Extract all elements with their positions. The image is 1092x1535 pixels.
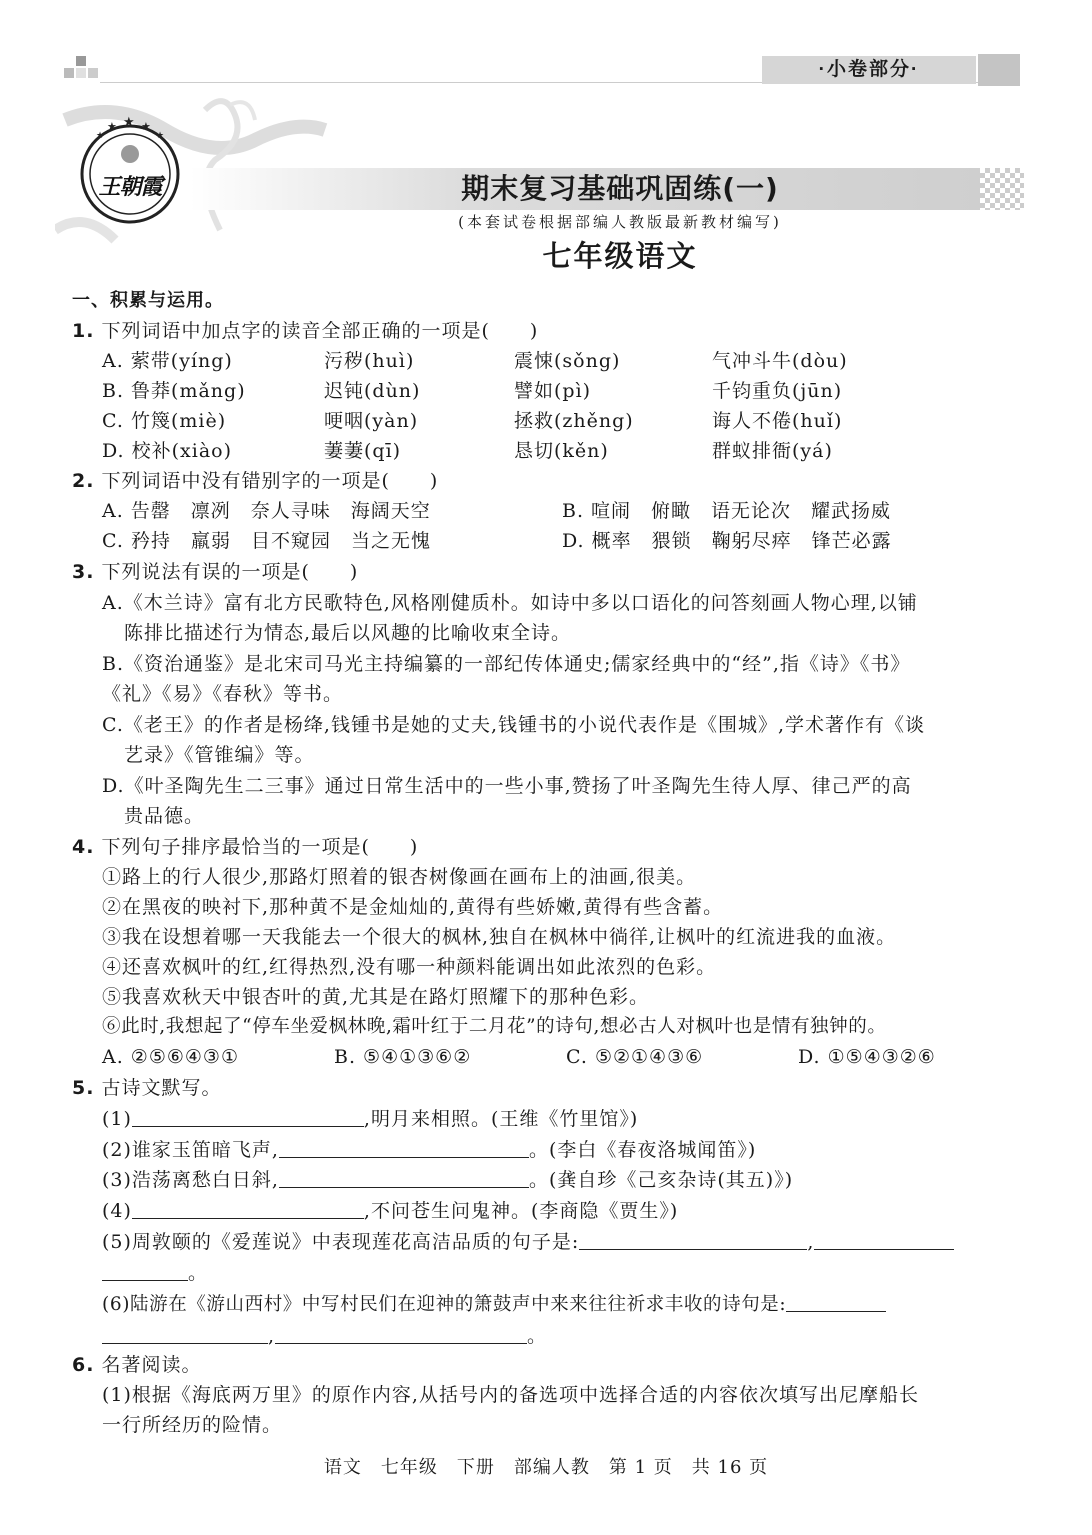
answer-blank[interactable] bbox=[132, 1108, 364, 1127]
page-footer: 语文 七年级 下册 部编人教 第 1 页 共 16 页 bbox=[323, 1457, 769, 1478]
q1-option-c: C. 竹篾(miè) bbox=[102, 410, 227, 432]
svg-text:★: ★ bbox=[123, 116, 135, 130]
header-tag-end bbox=[978, 54, 1020, 86]
q6-line: 一行所经历的险情。 bbox=[102, 1414, 283, 1436]
q1-option-a-3: 震悚(sǒng) bbox=[514, 350, 621, 372]
section-heading: 一、积累与运用。 bbox=[72, 290, 224, 311]
question-number: 2. bbox=[72, 470, 95, 492]
item-suffix: 。 bbox=[188, 1262, 209, 1284]
answer-blank[interactable] bbox=[132, 1200, 364, 1219]
q2-option-c: C. 矜持 羸弱 目不窥园 当之无愧 bbox=[102, 530, 431, 552]
question-number: 3. bbox=[72, 561, 95, 583]
q5-item-4 bbox=[102, 1198, 678, 1224]
item-prefix: (4) bbox=[102, 1200, 132, 1222]
q1-option-a-2: 污秽(huì) bbox=[324, 350, 415, 372]
q1-option-c-4: 诲人不倦(huǐ) bbox=[712, 410, 843, 432]
q3-line: 贵品德。 bbox=[124, 805, 205, 827]
q4-sentence: ②在黑夜的映衬下,那种黄不是金灿灿的,黄得有些娇嫩,黄得有些含蓄。 bbox=[102, 896, 724, 918]
q1-option-b-3: 譬如(pì) bbox=[514, 380, 592, 402]
item-prefix: (3)浩荡离愁白日斜, bbox=[102, 1169, 279, 1191]
q3-stem bbox=[72, 559, 358, 585]
q4-sentence: ③我在设想着哪一天我能去一个很大的枫林,独自在枫林中徜徉,让枫叶的红流进我的血液。 bbox=[102, 926, 897, 948]
question-number: 6. bbox=[72, 1354, 95, 1376]
q6-stem bbox=[72, 1352, 202, 1378]
q3-line: 《礼》《易》《春秋》等书。 bbox=[102, 683, 344, 705]
q1-option-b: B. 鲁莽(mǎng) bbox=[102, 380, 246, 402]
subject-title: 七年级语文 bbox=[542, 239, 698, 273]
title-band-checker bbox=[980, 168, 1024, 210]
q5-item-1 bbox=[102, 1106, 638, 1132]
q1-option-b-4: 千钧重负(jūn) bbox=[712, 380, 843, 402]
q3-line: A.《木兰诗》富有北方民歌特色,风格刚健质朴。如诗中多以口语化的问答刻画人物心理,以铺 bbox=[102, 592, 918, 614]
q3-line: 陈排比描述行为情态,最后以风趣的比喻收束全诗。 bbox=[124, 622, 572, 644]
svg-text:★: ★ bbox=[141, 120, 151, 133]
header-tag: ·小卷部分· bbox=[762, 56, 976, 84]
q1-option-c-2: 哽咽(yàn) bbox=[324, 410, 419, 432]
logo-text: 王朝霞 bbox=[98, 174, 162, 200]
q4-stem bbox=[72, 834, 418, 860]
q2-option-d: D. 概率 猥锁 鞠躬尽瘁 锋芒必露 bbox=[562, 530, 892, 552]
q6-line: (1)根据《海底两万里》的原作内容,从括号内的备选项中选择合适的内容依次填写出尼摩船长 bbox=[102, 1384, 919, 1406]
q1-option-d-2: 萋萋(qī) bbox=[324, 440, 402, 462]
answer-blank[interactable] bbox=[279, 1139, 529, 1158]
q4-option-c: C. ⑤②①④③⑥ bbox=[566, 1046, 704, 1068]
svg-text:★: ★ bbox=[156, 131, 165, 141]
item-suffix: 。 bbox=[527, 1325, 548, 1347]
q5-stem bbox=[72, 1075, 222, 1101]
brand-logo bbox=[76, 116, 184, 224]
corner-squares-decoration bbox=[64, 56, 104, 80]
q5-item-6-cont bbox=[102, 1323, 547, 1349]
item-prefix: (2)谁家玉笛暗飞声, bbox=[102, 1139, 279, 1161]
q1-option-d: D. 校补(xiào) bbox=[102, 440, 233, 462]
question-number: 4. bbox=[72, 836, 95, 858]
q3-line: C.《老王》的作者是杨绛,钱锺书是她的丈夫,钱锺书的小说代表作是《围城》,学术著作有《谈 bbox=[102, 714, 926, 736]
item-prefix: (5)周敦颐的《爱莲说》中表现莲花高洁品质的句子是: bbox=[102, 1231, 580, 1253]
item-prefix: (1) bbox=[102, 1108, 132, 1130]
question-stem: 古诗文默写。 bbox=[101, 1077, 222, 1099]
q4-sentence: ④还喜欢枫叶的红,红得热烈,没有哪一种颜料能调出如此浓烈的色彩。 bbox=[102, 956, 717, 978]
q4-sentence: ⑤我喜欢秋天中银杏叶的黄,尤其是在路灯照耀下的那种色彩。 bbox=[102, 986, 650, 1008]
item-suffix: 。(李白《春夜洛城闻笛》) bbox=[528, 1139, 757, 1161]
q5-item-6 bbox=[102, 1292, 886, 1318]
answer-blank[interactable] bbox=[279, 1169, 529, 1188]
q1-option-d-3: 恳切(kěn) bbox=[514, 440, 609, 462]
q5-item-3 bbox=[102, 1167, 793, 1193]
question-stem: 下列词语中没有错别字的一项是( ) bbox=[101, 470, 439, 492]
q4-option-b: B. ⑤④①③⑥② bbox=[334, 1046, 472, 1068]
page-title: 期末复习基础巩固练(一) bbox=[461, 172, 779, 205]
answer-blank[interactable] bbox=[102, 1325, 268, 1344]
q2-option-a: A. 告罄 凛冽 奈人寻味 海阔天空 bbox=[102, 500, 431, 522]
q1-option-b-2: 迟钝(dùn) bbox=[324, 380, 421, 402]
answer-blank[interactable] bbox=[275, 1325, 527, 1344]
q3-line: 艺录》《管锥编》等。 bbox=[124, 744, 315, 766]
answer-blank[interactable] bbox=[786, 1293, 886, 1312]
q5-item-2 bbox=[102, 1137, 756, 1163]
answer-blank[interactable] bbox=[814, 1231, 954, 1250]
q4-option-d: D. ①⑤④③②⑥ bbox=[798, 1046, 936, 1068]
question-stem: 下列句子排序最恰当的一项是( ) bbox=[101, 836, 419, 858]
item-suffix: 。(龚自珍《己亥杂诗(其五)》) bbox=[528, 1169, 794, 1191]
q1-option-c-3: 拯救(zhěng) bbox=[514, 410, 634, 432]
q5-item-5 bbox=[102, 1229, 954, 1255]
q1-option-a: A. 萦带(yíng) bbox=[102, 350, 233, 372]
q3-line: B.《资治通鉴》是北宋司马光主持编纂的一部纪传体通史;儒家经典中的“经”,指《诗》《书》 bbox=[102, 653, 911, 675]
question-number: 1. bbox=[72, 320, 95, 342]
item-suffix: ,明月来相照。(王维《竹里馆》) bbox=[363, 1108, 639, 1130]
q2-option-b: B. 喧闹 俯瞰 语无论次 耀武扬威 bbox=[562, 500, 892, 522]
q4-sentence: ①路上的行人很少,那路灯照着的银杏树像画在画布上的油画,很美。 bbox=[102, 866, 697, 888]
svg-text:★: ★ bbox=[107, 120, 117, 133]
q1-stem bbox=[72, 318, 538, 344]
item-suffix: ,不问苍生问鬼神。(李商隐《贾生》) bbox=[363, 1200, 679, 1222]
q1-option-d-4: 群蚁排衙(yá) bbox=[712, 440, 833, 462]
q4-option-a: A. ②⑤⑥④③① bbox=[102, 1046, 239, 1068]
page-subtitle: (本套试卷根据部编人教版最新教材编写) bbox=[458, 213, 782, 231]
q2-stem bbox=[72, 468, 438, 494]
svg-text:★: ★ bbox=[96, 131, 105, 141]
answer-blank[interactable] bbox=[579, 1231, 807, 1250]
q5-item-5-cont bbox=[102, 1260, 208, 1286]
question-stem: 下列说法有误的一项是( ) bbox=[101, 561, 359, 583]
question-stem: 名著阅读。 bbox=[101, 1354, 202, 1376]
q1-option-a-4: 气冲斗牛(dòu) bbox=[712, 350, 848, 372]
answer-blank[interactable] bbox=[102, 1262, 188, 1281]
q4-sentence: ⑥此时,我想起了“停车坐爱枫林晚,霜叶红于二月花”的诗句,想必古人对枫叶也是情有独钟的。 bbox=[102, 1016, 887, 1037]
item-separator: , bbox=[268, 1325, 276, 1347]
question-number: 5. bbox=[72, 1077, 95, 1099]
item-separator: , bbox=[807, 1231, 815, 1253]
item-prefix: (6)陆游在《游山西村》中写村民们在迎神的箫鼓声中来来往往祈求丰收的诗句是: bbox=[102, 1294, 787, 1315]
q3-line: D.《叶圣陶先生二三事》通过日常生活中的一些小事,赞扬了叶圣陶先生待人厚、律己严的高 bbox=[102, 775, 912, 797]
question-stem: 下列词语中加点字的读音全部正确的一项是( ) bbox=[101, 320, 539, 342]
